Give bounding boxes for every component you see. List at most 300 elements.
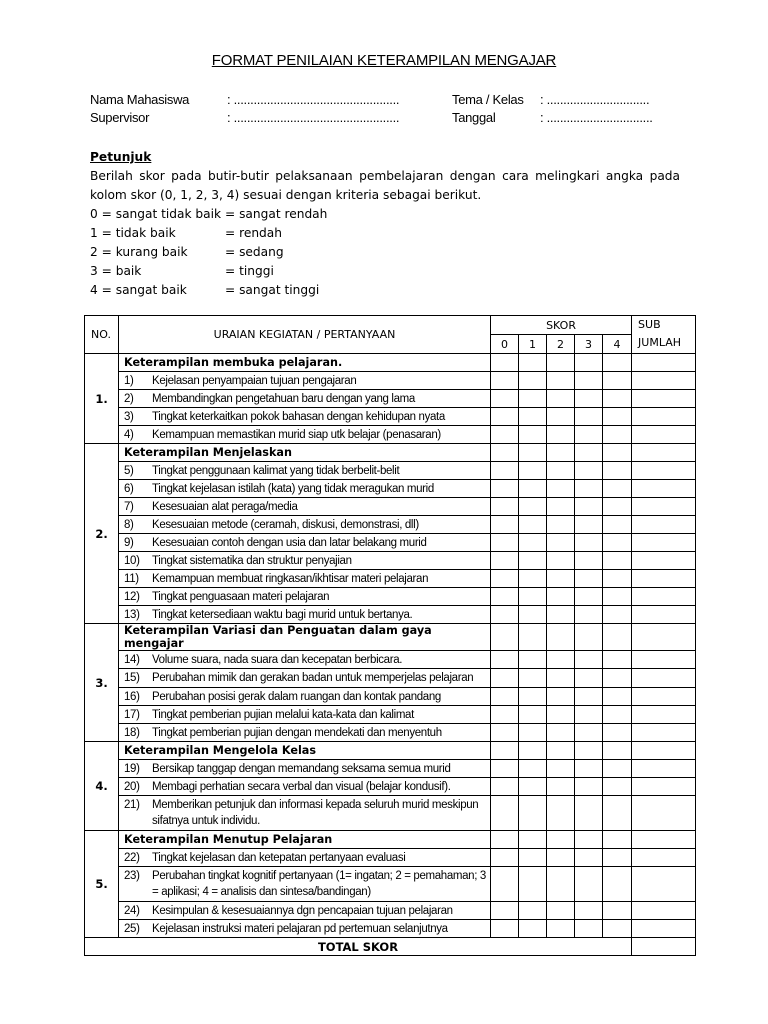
supervisor-field[interactable]: : .................................................. [227,110,400,125]
item-text: Perubahan tingkat kognitif pertanyaan (1= ingatan; 2 = pemahaman; 3 = aplikasi; 4 = analisis dan sintesa/bandingan) [152,870,486,898]
sub-jumlah-cell[interactable] [632,444,696,462]
section-header-row [85,624,696,651]
sub-jumlah-cell[interactable] [632,796,696,831]
header-uraian: URAIAN KEGIATAN / PERTANYAAN [119,316,491,354]
criteria-meaning: = sangat rendah [225,207,328,221]
item-number: 10) [124,554,140,567]
score-cell-0[interactable] [491,902,519,920]
score-cell-1[interactable] [519,354,547,372]
score-cell-1[interactable] [519,796,547,831]
item-description [119,408,491,426]
score-cell-4[interactable] [603,651,632,669]
item-number: 4) [124,428,134,441]
score-cell-4[interactable] [603,624,632,651]
item-description [119,588,491,606]
score-cell-4[interactable] [603,588,632,606]
item-text: Membandingkan pengetahuan baru dengan yang lama [152,392,415,405]
sub-jumlah-cell[interactable] [632,760,696,778]
score-cell-1[interactable] [519,462,547,480]
sub-jumlah-cell[interactable] [632,408,696,426]
score-cell-4[interactable] [603,408,632,426]
tanggal-field[interactable]: : ................................ [540,110,653,125]
score-cell-4[interactable] [603,778,632,796]
score-cell-0[interactable] [491,669,519,688]
sub-jumlah-cell[interactable] [632,552,696,570]
item-text: Kemampuan memastikan murid siap utk belajar (penasaran) [152,428,441,441]
score-cell-2[interactable] [547,534,575,552]
table-row [85,498,696,516]
score-cell-3[interactable] [575,831,603,849]
item-description [119,669,491,688]
score-cell-2[interactable] [547,849,575,867]
table-row [85,867,696,902]
score-cell-3[interactable] [575,426,603,444]
score-cell-3[interactable] [575,498,603,516]
item-text: Tingkat ketersediaan waktu bagi murid untuk bertanya. [152,608,413,621]
score-cell-0[interactable] [491,688,519,706]
criteria-list [90,205,680,300]
item-text: Kesesuaian alat peraga/media [152,500,298,513]
score-cell-1[interactable] [519,516,547,534]
score-cell-3[interactable] [575,516,603,534]
table-row [85,651,696,669]
nama-field[interactable]: : .................................................. [227,92,400,107]
criteria-row [90,224,680,243]
sub-jumlah-cell[interactable] [632,570,696,588]
sub-jumlah-cell[interactable] [632,742,696,760]
score-cell-3[interactable] [575,390,603,408]
sub-jumlah-cell[interactable] [632,778,696,796]
score-cell-0[interactable] [491,516,519,534]
score-cell-2[interactable] [547,426,575,444]
score-cell-4[interactable] [603,606,632,624]
criteria-score: 4 = sangat baik [90,283,187,297]
score-cell-1[interactable] [519,534,547,552]
score-cell-2[interactable] [547,354,575,372]
score-cell-2[interactable] [547,651,575,669]
section-header-row [85,354,696,372]
sub-jumlah-cell[interactable] [632,867,696,902]
score-cell-0[interactable] [491,534,519,552]
score-cell-3[interactable] [575,849,603,867]
header-no: NO. [85,316,119,354]
nama-label: Nama Mahasiswa [90,92,190,107]
item-text: Perubahan mimik dan gerakan badan untuk memperjelas pelajaran [152,672,474,684]
tema-label: Tema / Kelas [452,92,524,107]
score-cell-3[interactable] [575,688,603,706]
score-cell-3[interactable] [575,706,603,724]
score-cell-3[interactable] [575,760,603,778]
score-cell-3[interactable] [575,534,603,552]
item-description [119,724,491,742]
item-number: 9) [124,536,134,549]
score-cell-3[interactable] [575,624,603,651]
table-row [85,480,696,498]
score-cell-1[interactable] [519,390,547,408]
score-cell-4[interactable] [603,669,632,688]
section-title: Keterampilan Menjelaskan [119,444,491,462]
table-row [85,372,696,390]
score-cell-0[interactable] [491,570,519,588]
score-cell-1[interactable] [519,651,547,669]
score-cell-0[interactable] [491,706,519,724]
score-cell-2[interactable] [547,920,575,938]
section-header-row [85,831,696,849]
table-row [85,606,696,624]
table-row [85,796,696,831]
sub-jumlah-cell[interactable] [632,480,696,498]
score-cell-0[interactable] [491,742,519,760]
score-cell-0[interactable] [491,796,519,831]
score-cell-4[interactable] [603,390,632,408]
score-cell-2[interactable] [547,706,575,724]
score-cell-3[interactable] [575,796,603,831]
score-cell-0[interactable] [491,372,519,390]
score-cell-4[interactable] [603,480,632,498]
score-cell-0[interactable] [491,920,519,938]
item-text: Tingkat sistematika dan struktur penyajian [152,554,352,567]
score-cell-2[interactable] [547,444,575,462]
item-number: 5) [124,464,134,477]
score-cell-1[interactable] [519,588,547,606]
score-cell-1[interactable] [519,606,547,624]
score-cell-0[interactable] [491,760,519,778]
sub-jumlah-cell[interactable] [632,831,696,849]
table-row [85,462,696,480]
score-cell-4[interactable] [603,354,632,372]
table-row [85,920,696,938]
total-value-cell[interactable] [632,938,696,956]
criteria-score: 0 = sangat tidak baik [90,207,222,221]
item-number: 6) [124,482,134,495]
criteria-meaning: = sangat tinggi [225,283,320,297]
score-cell-1[interactable] [519,902,547,920]
score-cell-2[interactable] [547,624,575,651]
score-cell-2[interactable] [547,516,575,534]
item-number: 7) [124,500,134,513]
score-cell-1[interactable] [519,706,547,724]
criteria-score: 3 = baik [90,264,142,278]
item-description [119,867,491,902]
sub-jumlah-cell[interactable] [632,426,696,444]
score-cell-0[interactable] [491,778,519,796]
instructions-paragraph: Berilah skor pada butir-butir pelaksanaan pembelajaran dengan cara melingkari angka pada kolom skor (0, 1, 2, 3, 4) sesuai dengan kriteria sebagai berikut. [90,169,680,202]
score-cell-1[interactable] [519,920,547,938]
item-text: Tingkat keterkaitkan pokok bahasan dengan kehidupan nyata [152,410,445,423]
score-cell-1[interactable] [519,408,547,426]
item-description [119,706,491,724]
item-description [119,920,491,938]
score-cell-3[interactable] [575,867,603,902]
score-cell-3[interactable] [575,588,603,606]
score-cell-3[interactable] [575,724,603,742]
table-row [85,390,696,408]
criteria-meaning: = rendah [225,226,282,240]
page-title: FORMAT PENILAIAN KETERAMPILAN MENGAJAR [211,52,557,69]
section-number: 1. [85,354,119,444]
score-cell-4[interactable] [603,724,632,742]
score-cell-0[interactable] [491,390,519,408]
score-cell-4[interactable] [603,498,632,516]
table-row [85,688,696,706]
score-cell-0[interactable] [491,724,519,742]
score-cell-2[interactable] [547,742,575,760]
table-row [85,724,696,742]
instructions-heading: Petunjuk [90,150,152,164]
score-cell-4[interactable] [603,796,632,831]
score-cell-1[interactable] [519,724,547,742]
score-cell-3[interactable] [575,444,603,462]
item-number: 22) [124,851,140,864]
table-row [85,534,696,552]
score-cell-3[interactable] [575,552,603,570]
section-number: 2. [85,444,119,624]
score-cell-4[interactable] [603,902,632,920]
tema-field[interactable]: : ............................... [540,92,650,107]
sub-jumlah-cell[interactable] [632,724,696,742]
score-cell-2[interactable] [547,778,575,796]
score-cell-2[interactable] [547,408,575,426]
score-cell-0[interactable] [491,498,519,516]
criteria-row [90,243,680,262]
sub-jumlah-cell[interactable] [632,902,696,920]
table-row [85,426,696,444]
sub-jumlah-cell[interactable] [632,516,696,534]
score-cell-4[interactable] [603,552,632,570]
score-cell-1[interactable] [519,742,547,760]
score-cell-1[interactable] [519,552,547,570]
score-cell-0[interactable] [491,606,519,624]
item-number: 21) [124,799,140,811]
item-number: 19) [124,762,140,775]
score-cell-4[interactable] [603,372,632,390]
table-row [85,760,696,778]
score-cell-2[interactable] [547,552,575,570]
score-cell-4[interactable] [603,760,632,778]
score-cell-4[interactable] [603,426,632,444]
score-cell-0[interactable] [491,480,519,498]
score-cell-0[interactable] [491,624,519,651]
score-cell-2[interactable] [547,606,575,624]
item-description [119,498,491,516]
item-number: 20) [124,780,140,793]
table-row [85,778,696,796]
section-title: Keterampilan Variasi dan Penguatan dalam gaya mengajar [119,624,491,651]
score-cell-1[interactable] [519,624,547,651]
score-cell-4[interactable] [603,516,632,534]
score-cell-0[interactable] [491,426,519,444]
section-title: Keterampilan membuka pelajaran. [119,354,491,372]
item-description [119,534,491,552]
score-cell-1[interactable] [519,498,547,516]
score-cell-2[interactable] [547,588,575,606]
sub-jumlah-cell[interactable] [632,372,696,390]
score-cell-2[interactable] [547,462,575,480]
score-cell-2[interactable] [547,724,575,742]
score-cell-3[interactable] [575,408,603,426]
score-cell-2[interactable] [547,796,575,831]
score-cell-0[interactable] [491,408,519,426]
header-score-3: 3 [575,335,603,354]
score-cell-2[interactable] [547,570,575,588]
score-cell-3[interactable] [575,742,603,760]
score-cell-1[interactable] [519,480,547,498]
section-title: Keterampilan Mengelola Kelas [119,742,491,760]
score-cell-4[interactable] [603,444,632,462]
score-cell-3[interactable] [575,651,603,669]
sub-jumlah-cell[interactable] [632,588,696,606]
supervisor-label: Supervisor [90,110,150,125]
item-description [119,849,491,867]
meta-left [90,92,420,132]
score-cell-1[interactable] [519,669,547,688]
score-cell-3[interactable] [575,462,603,480]
header-score-0: 0 [491,335,519,354]
item-description [119,606,491,624]
item-text: Volume suara, nada suara dan kecepatan berbicara. [152,653,403,666]
item-number: 3) [124,410,134,423]
score-cell-4[interactable] [603,831,632,849]
sub-jumlah-cell[interactable] [632,849,696,867]
score-cell-2[interactable] [547,372,575,390]
sub-jumlah-cell[interactable] [632,462,696,480]
score-cell-0[interactable] [491,444,519,462]
score-cell-2[interactable] [547,480,575,498]
sub-jumlah-cell[interactable] [632,651,696,669]
score-cell-4[interactable] [603,706,632,724]
item-number: 14) [124,653,140,666]
item-description [119,426,491,444]
item-text: Tingkat penggunaan kalimat yang tidak berbelit-belit [152,464,400,477]
item-number: 11) [124,572,139,585]
score-cell-0[interactable] [491,651,519,669]
score-cell-0[interactable] [491,588,519,606]
sub-jumlah-cell[interactable] [632,688,696,706]
item-description [119,688,491,706]
sub-jumlah-cell[interactable] [632,498,696,516]
score-cell-0[interactable] [491,462,519,480]
score-cell-4[interactable] [603,849,632,867]
item-description [119,902,491,920]
item-number: 17) [124,708,140,721]
score-cell-0[interactable] [491,867,519,902]
score-cell-0[interactable] [491,849,519,867]
sub-jumlah-cell[interactable] [632,920,696,938]
item-text: Bersikap tanggap dengan memandang seksama semua murid [152,762,451,775]
score-cell-4[interactable] [603,534,632,552]
score-cell-4[interactable] [603,742,632,760]
item-number: 15) [124,672,140,684]
score-cell-3[interactable] [575,480,603,498]
item-text: Tingkat kejelasan istilah (kata) yang tidak meragukan murid [152,482,434,495]
criteria-row [90,205,680,224]
score-cell-2[interactable] [547,902,575,920]
tanggal-label: Tanggal [452,110,496,125]
criteria-row [90,281,680,300]
criteria-score: 1 = tidak baik [90,226,176,240]
section-header-row [85,742,696,760]
section-header-row [85,444,696,462]
meta-right [452,92,682,132]
score-cell-4[interactable] [603,688,632,706]
header-sub-jumlah: SUB JUMLAH [632,316,696,354]
score-cell-4[interactable] [603,867,632,902]
score-cell-0[interactable] [491,831,519,849]
score-cell-1[interactable] [519,570,547,588]
score-cell-2[interactable] [547,498,575,516]
score-table [84,315,696,956]
score-cell-3[interactable] [575,354,603,372]
score-cell-2[interactable] [547,831,575,849]
score-cell-4[interactable] [603,462,632,480]
score-cell-1[interactable] [519,688,547,706]
score-cell-1[interactable] [519,849,547,867]
item-text: Kemampuan membuat ringkasan/ikhtisar materi pelajaran [152,572,429,585]
score-cell-3[interactable] [575,372,603,390]
criteria-meaning: = sedang [225,245,284,259]
sub-jumlah-cell[interactable] [632,354,696,372]
score-cell-3[interactable] [575,920,603,938]
item-description [119,760,491,778]
sub-jumlah-cell[interactable] [632,706,696,724]
score-cell-3[interactable] [575,778,603,796]
score-cell-3[interactable] [575,669,603,688]
header-skor: SKOR [491,316,632,335]
score-cell-4[interactable] [603,570,632,588]
score-cell-1[interactable] [519,426,547,444]
score-cell-2[interactable] [547,760,575,778]
item-number: 23) [124,870,140,882]
score-cell-2[interactable] [547,390,575,408]
item-description [119,796,491,831]
score-cell-3[interactable] [575,606,603,624]
score-cell-1[interactable] [519,760,547,778]
table-row [85,669,696,688]
score-cell-1[interactable] [519,444,547,462]
score-cell-1[interactable] [519,867,547,902]
score-cell-0[interactable] [491,354,519,372]
criteria-score: 2 = kurang baik [90,245,188,259]
score-cell-1[interactable] [519,778,547,796]
score-cell-0[interactable] [491,552,519,570]
score-cell-2[interactable] [547,669,575,688]
header-score-1: 1 [519,335,547,354]
item-number: 18) [124,726,140,739]
sub-jumlah-cell[interactable] [632,534,696,552]
total-row [85,938,696,956]
header-score-4: 4 [603,335,632,354]
score-cell-4[interactable] [603,920,632,938]
score-cell-2[interactable] [547,688,575,706]
item-text: Kejelasan penyampaian tujuan pengajaran [152,374,357,387]
criteria-row [90,262,680,281]
section-number: 5. [85,831,119,938]
instructions [90,148,680,300]
item-number: 2) [124,392,134,405]
score-cell-1[interactable] [519,372,547,390]
item-text: Kesesuaian contoh dengan usia dan latar belakang murid [152,536,427,549]
item-text: Memberikan petunjuk dan informasi kepada seluruh murid meskipun sifatnya untuk individu. [152,799,479,827]
sub-jumlah-cell[interactable] [632,624,696,651]
item-description [119,778,491,796]
score-cell-3[interactable] [575,570,603,588]
score-cell-2[interactable] [547,867,575,902]
score-cell-3[interactable] [575,902,603,920]
sub-jumlah-cell[interactable] [632,669,696,688]
score-cell-1[interactable] [519,831,547,849]
sub-jumlah-cell[interactable] [632,390,696,408]
sub-jumlah-cell[interactable] [632,606,696,624]
